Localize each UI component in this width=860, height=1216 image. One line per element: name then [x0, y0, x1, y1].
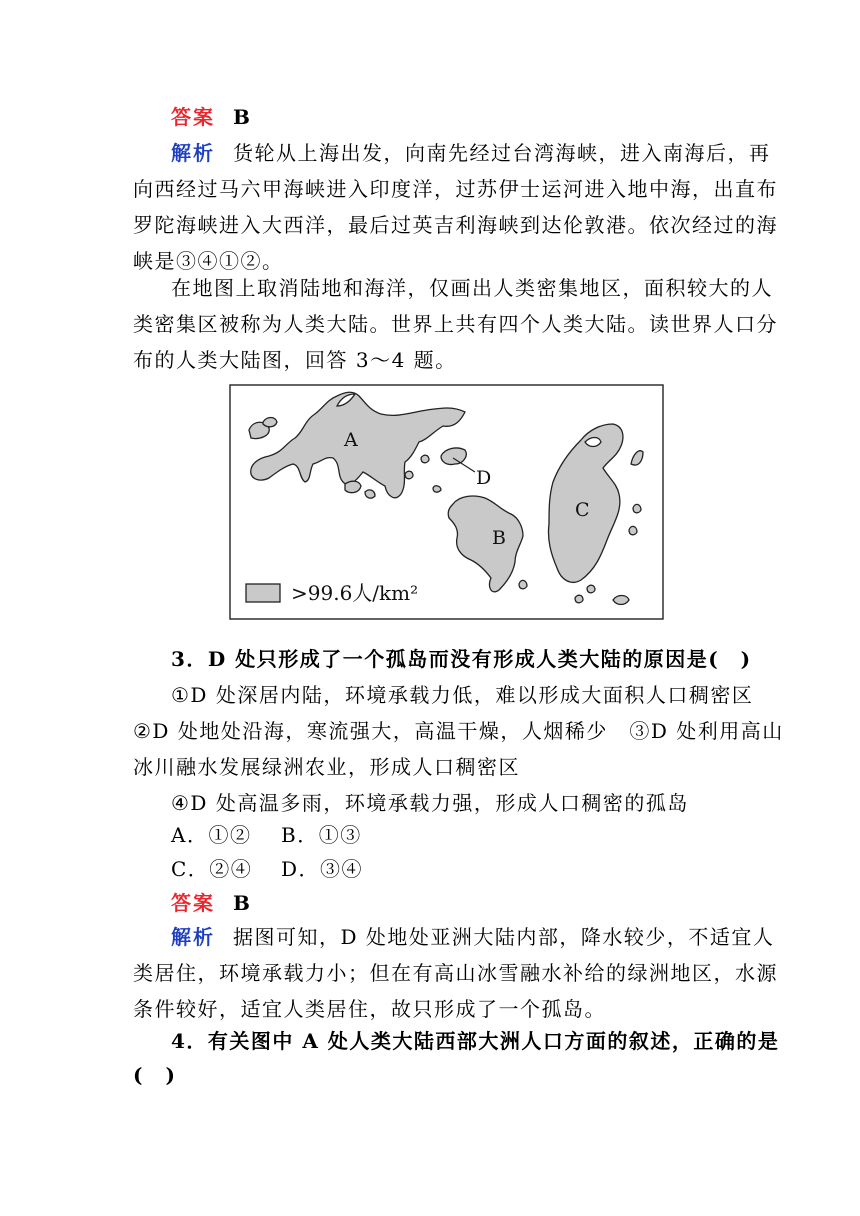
label-b: B	[492, 527, 506, 549]
option-c[interactable]: C．②④	[171, 857, 253, 881]
analysis-text: 据图可知，D 处地处亚洲大陆内部，降水较少，不适宜人	[233, 925, 775, 949]
answer-value: B	[233, 891, 252, 915]
intro-line-3: 布的人类大陆图，回答 3～4 题。	[133, 348, 457, 372]
option-d[interactable]: D．③④	[281, 857, 364, 881]
answer-label: 答案	[171, 891, 215, 915]
island-small-2	[263, 418, 277, 427]
question-3-options-row-2	[171, 852, 729, 886]
label-a: A	[344, 429, 358, 451]
option-b[interactable]: B．①③	[281, 823, 362, 847]
region-c-islet-3	[629, 526, 637, 534]
region-b-islet	[519, 580, 527, 588]
label-c: C	[575, 499, 590, 521]
option-a[interactable]: A．①②	[171, 823, 252, 847]
answer-label: 答案	[171, 105, 215, 129]
label-d: D	[476, 467, 492, 489]
analysis-1-line-4: 峡是③④①②。	[133, 249, 284, 273]
answer-value: B	[233, 105, 252, 129]
question-4-blank: ( )	[133, 1063, 177, 1087]
analysis-1-line-2: 向西经过马六甲海峡进入印度洋，过苏伊士运河进入地中海，出直布	[133, 177, 778, 201]
question-4-stem: 4．有关图中 A 处人类大陆西部大洲人口方面的叙述，正确的是	[171, 1029, 780, 1053]
region-c-islet-5	[613, 596, 629, 605]
region-d-islet	[421, 455, 429, 463]
question-3-statement-1: ①D 处深居内陆，环境承载力低，难以形成大面积人口稠密区	[171, 683, 754, 707]
analysis-2-line-3: 条件较好，适宜人类居住，故只形成了一个孤岛。	[133, 997, 606, 1021]
analysis-text: 货轮从上海出发，向南先经过台湾海峡，进入南海后，再	[233, 141, 771, 165]
region-a-islet-2	[365, 490, 375, 498]
region-c-islet-4	[587, 585, 595, 593]
analysis-1-line-3: 罗陀海峡进入大西洋，最后过英吉利海峡到达伦敦港。依次经过的海	[133, 213, 778, 237]
question-3-statement-2: ②D 处地处沿海，寒流强大，高温干燥，人烟稀少 ③D 处利用高山	[133, 719, 784, 743]
analysis-1-line-1	[171, 136, 771, 170]
analysis-label: 解析	[171, 141, 215, 165]
question-3-stem: 3．D 处只形成了一个孤岛而没有形成人类大陆的原因是( )	[171, 647, 752, 671]
region-small-1	[433, 486, 441, 492]
region-c-islet-6	[575, 595, 583, 603]
answer-2	[171, 886, 729, 920]
analysis-2-line-2: 类居住，环境承载力小；但在有高山冰雪融水补给的绿洲地区，水源	[133, 961, 778, 985]
region-small-2	[405, 471, 413, 479]
intro-line-2: 类密集区被称为人类大陆。世界上共有四个人类大陆。读世界人口分	[133, 312, 778, 336]
answer-1	[171, 100, 729, 134]
intro-line-1: 在地图上取消陆地和海洋，仅画出人类密集地区，面积较大的人	[171, 276, 773, 300]
legend-label: >99.6人/km²	[291, 581, 419, 605]
question-3-statement-4: ④D 处高温多雨，环境承载力强，形成人口稠密的孤岛	[171, 791, 689, 815]
question-3-options-row-1	[171, 818, 729, 852]
population-map	[229, 384, 664, 620]
region-a-islet-1	[345, 481, 361, 492]
region-c-islet-2	[633, 504, 641, 512]
analysis-2-line-1	[171, 920, 775, 954]
question-3-statement-3: 冰川融水发展绿洲农业，形成人口稠密区	[133, 755, 520, 779]
legend-swatch	[246, 584, 280, 602]
analysis-label: 解析	[171, 925, 215, 949]
